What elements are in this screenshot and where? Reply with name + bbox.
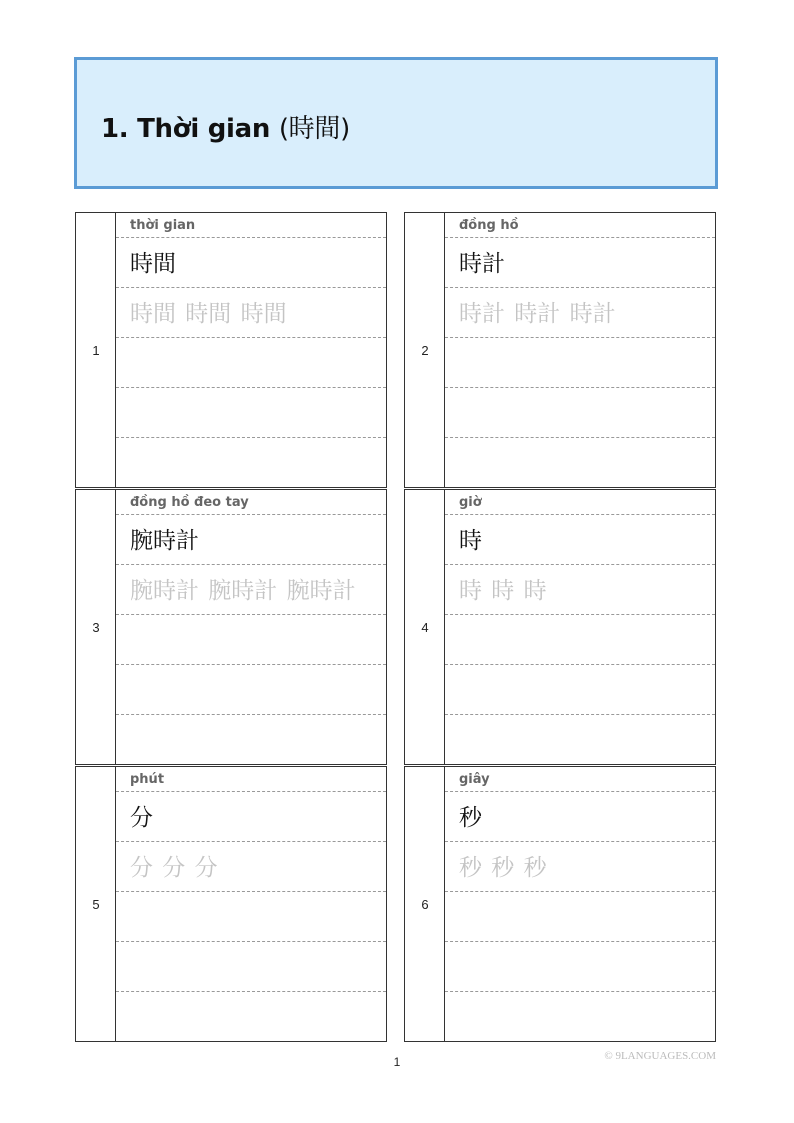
vocab-card-6 (404, 766, 716, 1042)
section-title-text: 1. Thời gian (101, 114, 271, 144)
pronunciation-label: đồng hồ đeo tay (116, 490, 386, 515)
pronunciation-label: đồng hồ (445, 213, 715, 238)
tracing-text: 腕時計 腕時計 腕時計 (116, 565, 386, 615)
writing-line[interactable] (116, 338, 386, 388)
section-title (101, 108, 350, 145)
card-number-column (76, 490, 116, 764)
writing-line[interactable] (116, 715, 386, 765)
copyright-notice: © 9LANGUAGES.COM (604, 1050, 716, 1062)
writing-line[interactable] (445, 438, 715, 488)
writing-line[interactable] (445, 338, 715, 388)
writing-line[interactable] (445, 715, 715, 765)
writing-line[interactable] (445, 992, 715, 1042)
card-number: 5 (92, 897, 100, 912)
section-header (74, 57, 718, 189)
writing-line[interactable] (445, 665, 715, 715)
card-number-column (405, 767, 445, 1041)
tracing-text: 時間 時間 時間 (116, 288, 386, 338)
card-number: 4 (421, 620, 429, 635)
vocab-card-2 (404, 212, 716, 488)
vocab-card-3 (75, 489, 387, 765)
writing-line[interactable] (445, 892, 715, 942)
card-number: 6 (421, 897, 429, 912)
section-title-han: (時間) (278, 114, 350, 144)
card-number-column (76, 213, 116, 487)
vocab-card-5 (75, 766, 387, 1042)
writing-line[interactable] (116, 615, 386, 665)
word-text: 時 (445, 515, 715, 565)
pronunciation-label: phút (116, 767, 386, 792)
pronunciation-label: giây (445, 767, 715, 792)
writing-line[interactable] (116, 665, 386, 715)
writing-line[interactable] (445, 615, 715, 665)
writing-line[interactable] (116, 992, 386, 1042)
tracing-text: 時計 時計 時計 (445, 288, 715, 338)
writing-line[interactable] (116, 942, 386, 992)
card-number: 2 (421, 343, 429, 358)
page-number: 1 (393, 1055, 401, 1069)
word-text: 秒 (445, 792, 715, 842)
vocab-card-4 (404, 489, 716, 765)
word-text: 時計 (445, 238, 715, 288)
card-number-column (405, 490, 445, 764)
pronunciation-label: thời gian (116, 213, 386, 238)
writing-line[interactable] (116, 892, 386, 942)
writing-line[interactable] (116, 438, 386, 488)
vocab-card-1 (75, 212, 387, 488)
card-number: 1 (92, 343, 100, 358)
tracing-text: 秒 秒 秒 (445, 842, 715, 892)
word-text: 時間 (116, 238, 386, 288)
card-number-column (405, 213, 445, 487)
card-number-column (76, 767, 116, 1041)
tracing-text: 分 分 分 (116, 842, 386, 892)
writing-line[interactable] (445, 388, 715, 438)
writing-line[interactable] (116, 388, 386, 438)
card-number: 3 (92, 620, 100, 635)
writing-line[interactable] (445, 942, 715, 992)
tracing-text: 時 時 時 (445, 565, 715, 615)
word-text: 腕時計 (116, 515, 386, 565)
word-text: 分 (116, 792, 386, 842)
pronunciation-label: giờ (445, 490, 715, 515)
